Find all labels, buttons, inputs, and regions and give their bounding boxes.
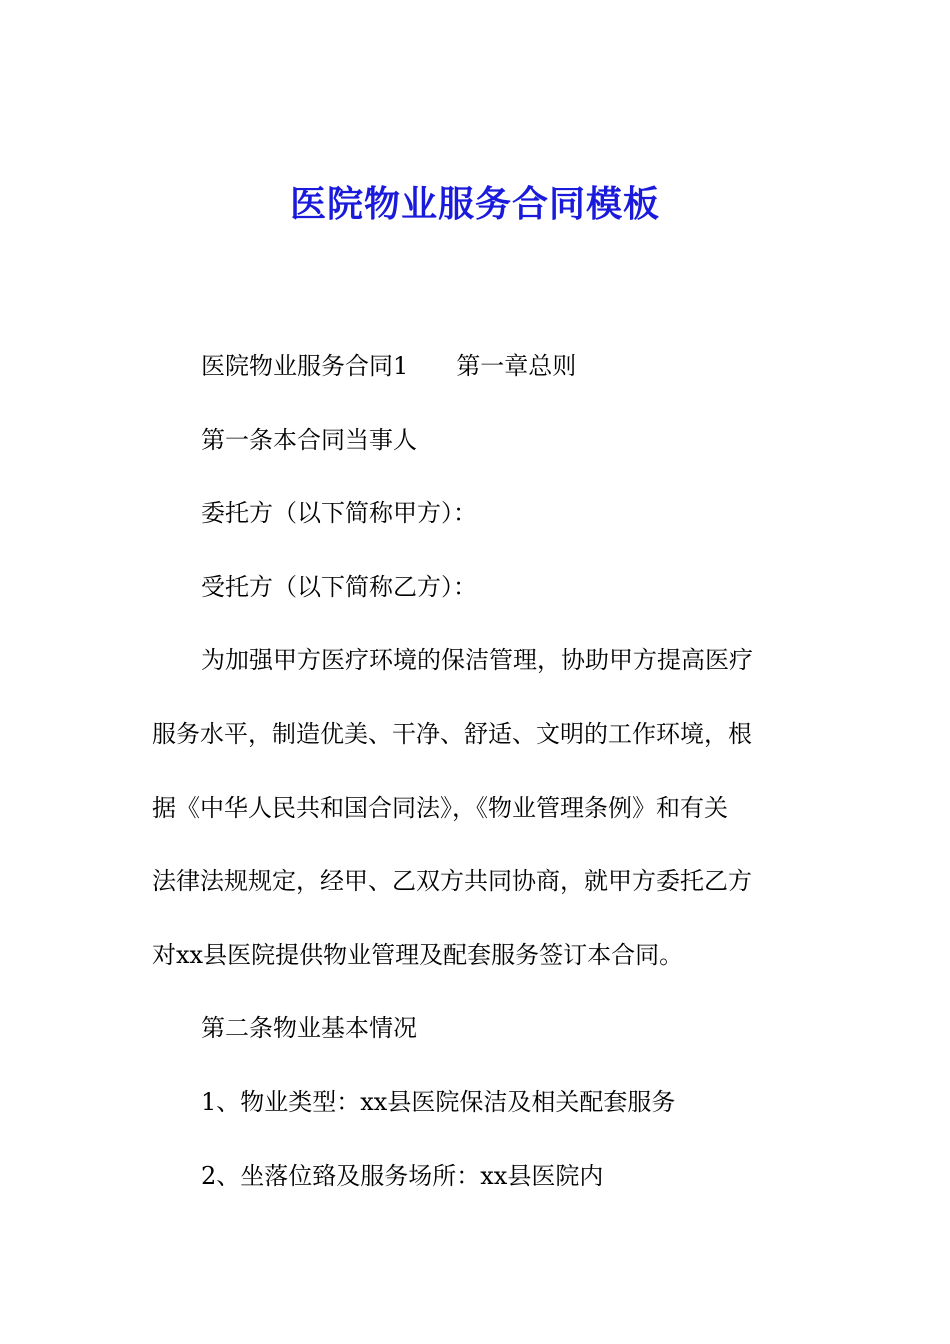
paragraph-line: 法律法规规定，经甲、乙双方共同协商，就甲方委托乙方 <box>152 867 752 896</box>
chapter-title: 第一章总则 <box>456 352 577 380</box>
paragraph-line: 对xx县医院提供物业管理及配套服务签订本合同。 <box>152 940 684 969</box>
paragraph-line-heading <box>152 330 792 404</box>
contract-name: 医院物业服务合同1 <box>201 352 409 380</box>
document-body <box>152 330 792 1213</box>
party-b-line: 受托方（以下简称乙方）： <box>201 572 477 601</box>
paragraph-line: 为加强甲方医疗环境的保洁管理，协助甲方提高医疗 <box>201 646 753 675</box>
paragraph-line: 据《中华人民共和国合同法》，《物业管理条例》和有关 <box>152 793 728 822</box>
party-a-line: 委托方（以下简称甲方）： <box>201 499 477 528</box>
paragraph-line: 服务水平，制造优美、干净、舒适、文明的工作环境，根 <box>152 719 752 748</box>
list-item: 1、物业类型：xx县医院保洁及相关配套服务 <box>201 1087 676 1116</box>
article-heading: 第一条本合同当事人 <box>201 425 417 454</box>
article-heading: 第二条物业基本情况 <box>201 1014 417 1043</box>
list-item: 2、坐落位臵及服务场所：xx县医院内 <box>201 1161 604 1190</box>
document-title: 医院物业服务合同模板 <box>289 183 660 225</box>
